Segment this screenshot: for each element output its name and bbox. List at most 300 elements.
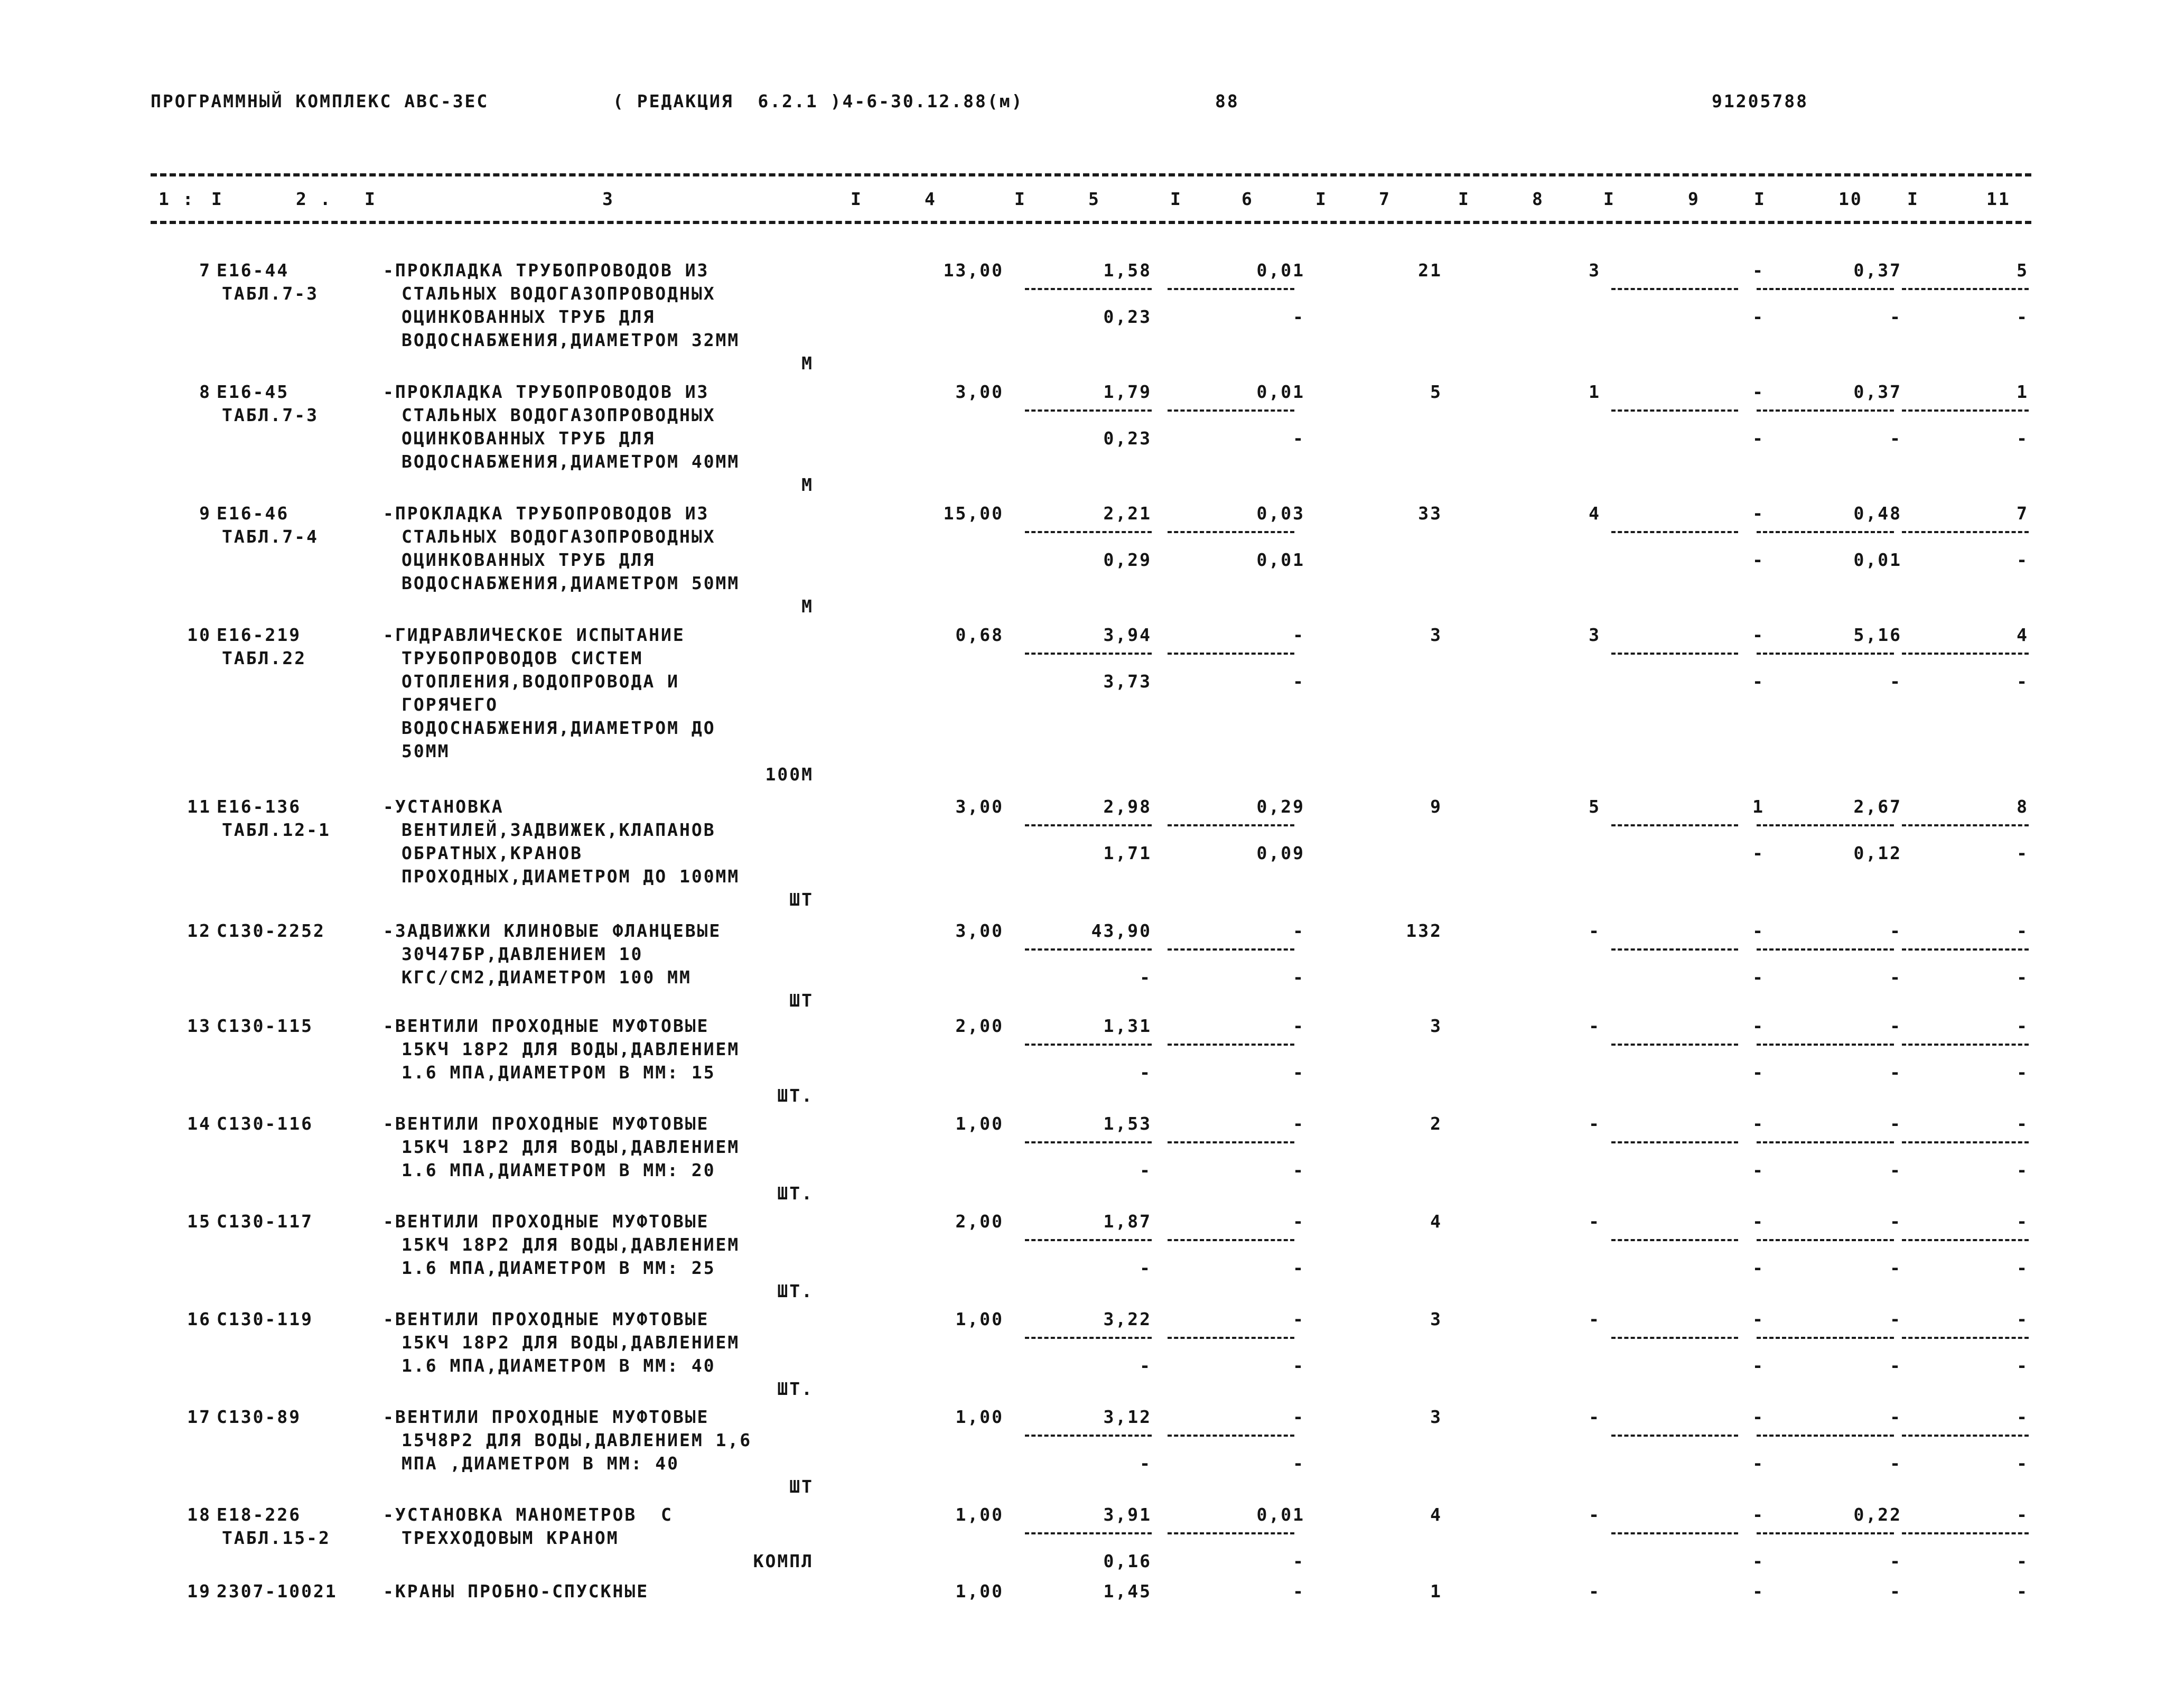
row-description-line: ВОДОСНАБЖЕНИЯ,ДИАМЕТРОМ 40ММ [402, 451, 740, 472]
col10-sub-value: - [1890, 1258, 1902, 1278]
col11-sub-value: - [2017, 843, 2029, 863]
row-code: С130-117 [217, 1211, 313, 1232]
col10-sub-value: - [1890, 1551, 1902, 1571]
unit-cost-labor-value: - [1140, 1453, 1152, 1474]
machine-cost-value: - [1293, 1211, 1305, 1232]
machine-cost-value: 0,03 [1256, 503, 1305, 524]
row-number: 13 [187, 1016, 211, 1036]
cell-divider [1902, 1532, 2029, 1534]
col11-value: - [2017, 1016, 2029, 1036]
row-description-line: -ВЕНТИЛИ ПРОХОДНЫЕ МУФТОВЫЕ [383, 1407, 710, 1427]
wage-value: 3 [1589, 260, 1601, 281]
col11-value: 4 [2017, 625, 2029, 645]
machine-cost-labor-value: - [1293, 967, 1305, 988]
col11-sub-value: - [2017, 1453, 2029, 1474]
unit-cost-labor-value: 0,16 [1103, 1551, 1152, 1571]
row-number: 19 [187, 1581, 211, 1602]
col9-value: - [1752, 1581, 1765, 1602]
col11-value: 5 [2017, 260, 2029, 281]
row-number: 10 [187, 625, 211, 645]
col10-value: 0,37 [1853, 381, 1902, 402]
row-number: 17 [187, 1407, 211, 1427]
cell-divider [1611, 824, 1738, 826]
row-description-line: -ПРОКЛАДКА ТРУБОПРОВОДОВ ИЗ [383, 260, 710, 281]
machine-cost-value: - [1293, 1113, 1305, 1134]
row-description-line: -ПРОКЛАДКА ТРУБОПРОВОДОВ ИЗ [383, 381, 710, 402]
cell-divider [1902, 1337, 2029, 1339]
row-description-line: -ЗАДВИЖКИ КЛИНОВЫЕ ФЛАНЦЕВЫЕ [383, 920, 722, 941]
header-bottom-rule [151, 221, 2031, 224]
col10-value: - [1890, 1113, 1902, 1134]
row-description-line: ВОДОСНАБЖЕНИЯ,ДИАМЕТРОМ 32ММ [402, 330, 740, 350]
cell-divider [1757, 288, 1894, 290]
qty-value: 15,00 [943, 503, 1004, 524]
cell-divider [1902, 1141, 2029, 1143]
total-value: 3 [1430, 625, 1442, 645]
row-code: Е16-46 [217, 503, 290, 524]
unit-cost-labor-value: 0,29 [1103, 550, 1152, 570]
machine-cost-labor-value: - [1293, 1355, 1305, 1376]
col9-sub-value: - [1752, 967, 1765, 988]
row-description-line: ВОДОСНАБЖЕНИЯ,ДИАМЕТРОМ ДО [402, 718, 716, 738]
unit-cost-labor-value: 0,23 [1103, 306, 1152, 327]
col10-sub-value: - [1890, 1062, 1902, 1083]
col9-value: - [1752, 1504, 1765, 1525]
col10-sub-value: 0,01 [1853, 550, 1902, 570]
col10-sub-value: - [1890, 967, 1902, 988]
row-description-line: ВЕНТИЛЕЙ,ЗАДВИЖЕК,КЛАПАНОВ [402, 820, 716, 840]
row-unit: ШТ [789, 889, 814, 910]
machine-cost-value: 0,29 [1256, 796, 1305, 817]
row-unit: 100М [765, 764, 814, 785]
row-unit: ШТ [789, 990, 814, 1011]
unit-cost-value: 1,79 [1103, 381, 1152, 402]
row-description-line: ПРОХОДНЫХ,ДИАМЕТРОМ ДО 100ММ [402, 866, 740, 887]
row-description-line: 1.6 МПА,ДИАМЕТРОМ В ММ: 40 [402, 1355, 716, 1376]
unit-cost-value: 1,58 [1103, 260, 1152, 281]
row-description-line: 15КЧ 18Р2 ДЛЯ ВОДЫ,ДАВЛЕНИЕМ [402, 1039, 740, 1059]
unit-cost-value: 3,12 [1103, 1407, 1152, 1427]
total-value: 1 [1430, 1581, 1442, 1602]
cell-divider [1611, 1141, 1738, 1143]
column-header-2: 2 . [296, 189, 332, 209]
machine-cost-value: - [1293, 1407, 1305, 1427]
cell-divider [1902, 409, 2029, 412]
col10-value: - [1890, 1581, 1902, 1602]
cell-divider [1168, 948, 1294, 951]
row-description-line: СТАЛЬНЫХ ВОДОГАЗОПРОВОДНЫХ [402, 526, 716, 547]
cell-divider [1025, 824, 1152, 826]
row-description-line: ТРЕХХОДОВЫМ КРАНОМ [402, 1528, 619, 1548]
column-separator: I [1907, 189, 1919, 209]
total-value: 4 [1430, 1211, 1442, 1232]
col10-sub-value: - [1890, 1355, 1902, 1376]
machine-cost-labor-value: - [1293, 1258, 1305, 1278]
row-description-line: -ВЕНТИЛИ ПРОХОДНЫЕ МУФТОВЫЕ [383, 1309, 710, 1329]
col9-sub-value: - [1752, 428, 1765, 449]
col11-value: 7 [2017, 503, 2029, 524]
unit-cost-value: 43,90 [1091, 920, 1152, 941]
col10-sub-value: - [1890, 428, 1902, 449]
program-title: ПРОГРАММНЫЙ КОМПЛЕКС АВС-3ЕС [151, 91, 489, 111]
cell-divider [1757, 531, 1894, 533]
cell-divider [1025, 1337, 1152, 1339]
row-code: ТАБЛ.15-2 [222, 1528, 331, 1548]
cell-divider [1902, 653, 2029, 655]
qty-value: 1,00 [955, 1407, 1004, 1427]
col9-value: - [1752, 1407, 1765, 1427]
cell-divider [1025, 409, 1152, 412]
cell-divider [1757, 1337, 1894, 1339]
machine-cost-value: 0,01 [1256, 1504, 1305, 1525]
cell-divider [1611, 288, 1738, 290]
cell-divider [1611, 1239, 1738, 1241]
cell-divider [1168, 824, 1294, 826]
edition-note: ( РЕДАКЦИЯ 6.2.1 )4-6-30.12.88(м) [613, 91, 1024, 111]
column-separator: I [365, 189, 377, 209]
cell-divider [1168, 1141, 1294, 1143]
col10-value: - [1890, 920, 1902, 941]
unit-cost-labor-value: - [1140, 1062, 1152, 1083]
column-header-9: 9 [1688, 189, 1700, 209]
qty-value: 2,00 [955, 1016, 1004, 1036]
row-unit: ШТ. [777, 1281, 814, 1301]
qty-value: 2,00 [955, 1211, 1004, 1232]
col11-value: - [2017, 1407, 2029, 1427]
machine-cost-value: - [1293, 1581, 1305, 1602]
wage-value: - [1589, 1407, 1601, 1427]
cell-divider [1611, 653, 1738, 655]
cell-divider [1025, 1532, 1152, 1534]
row-description-line: 1.6 МПА,ДИАМЕТРОМ В ММ: 20 [402, 1160, 716, 1180]
col10-value: 0,37 [1853, 260, 1902, 281]
cell-divider [1757, 1044, 1894, 1046]
column-separator: I [851, 189, 863, 209]
row-code: Е16-44 [217, 260, 290, 281]
qty-value: 3,00 [955, 381, 1004, 402]
qty-value: 1,00 [955, 1504, 1004, 1525]
cell-divider [1025, 531, 1152, 533]
wage-value: 3 [1589, 625, 1601, 645]
row-code: Е16-136 [217, 796, 302, 817]
column-separator: I [211, 189, 223, 209]
row-description-line: -ВЕНТИЛИ ПРОХОДНЫЕ МУФТОВЫЕ [383, 1211, 710, 1232]
row-unit: ШТ. [777, 1085, 814, 1106]
cell-divider [1168, 1044, 1294, 1046]
col10-value: - [1890, 1407, 1902, 1427]
row-description-line: ОЦИНКОВАННЫХ ТРУБ ДЛЯ [402, 550, 656, 570]
row-description-line: -ПРОКЛАДКА ТРУБОПРОВОДОВ ИЗ [383, 503, 710, 524]
column-header-5: 5 [1088, 189, 1100, 209]
unit-cost-value: 3,91 [1103, 1504, 1152, 1525]
col11-value: 8 [2017, 796, 2029, 817]
row-description-line: 50ММ [402, 741, 450, 761]
col10-sub-value: 0,12 [1853, 843, 1902, 863]
row-code: С130-2252 [217, 920, 325, 941]
total-value: 5 [1430, 381, 1442, 402]
cell-divider [1025, 948, 1152, 951]
row-description-line: КГС/СМ2,ДИАМЕТРОМ 100 ММ [402, 967, 692, 988]
row-description-line: -ВЕНТИЛИ ПРОХОДНЫЕ МУФТОВЫЕ [383, 1113, 710, 1134]
col9-value: - [1752, 1016, 1765, 1036]
col10-value: - [1890, 1309, 1902, 1329]
cell-divider [1025, 1435, 1152, 1437]
cell-divider [1025, 1044, 1152, 1046]
row-code: ТАБЛ.12-1 [222, 820, 331, 840]
machine-cost-labor-value: - [1293, 428, 1305, 449]
col10-value: 0,22 [1853, 1504, 1902, 1525]
wage-value: - [1589, 1504, 1601, 1525]
cell-divider [1902, 1435, 2029, 1437]
col10-value: - [1890, 1211, 1902, 1232]
row-description-line: -КРАНЫ ПРОБНО-СПУСКНЫЕ [383, 1581, 649, 1602]
unit-cost-labor-value: - [1140, 1355, 1152, 1376]
row-number: 18 [187, 1504, 211, 1525]
qty-value: 1,00 [955, 1113, 1004, 1134]
row-description-line: 15КЧ 18Р2 ДЛЯ ВОДЫ,ДАВЛЕНИЕМ [402, 1234, 740, 1255]
cell-divider [1757, 824, 1894, 826]
qty-value: 1,00 [955, 1581, 1004, 1602]
col9-sub-value: - [1752, 1453, 1765, 1474]
column-header-4: 4 [925, 189, 937, 209]
column-header-1: 1 : [158, 189, 195, 209]
cell-divider [1611, 531, 1738, 533]
column-header-6: 6 [1242, 189, 1254, 209]
machine-cost-value: - [1293, 920, 1305, 941]
machine-cost-labor-value: - [1293, 1062, 1305, 1083]
wage-value: - [1589, 920, 1601, 941]
column-separator: I [1754, 189, 1766, 209]
row-description-line: 15КЧ 18Р2 ДЛЯ ВОДЫ,ДАВЛЕНИЕМ [402, 1137, 740, 1157]
cell-divider [1168, 531, 1294, 533]
row-code: ТАБЛ.7-4 [222, 526, 319, 547]
col9-value: - [1752, 625, 1765, 645]
col9-value: - [1752, 381, 1765, 402]
cell-divider [1025, 288, 1152, 290]
row-description-line: СТАЛЬНЫХ ВОДОГАЗОПРОВОДНЫХ [402, 283, 716, 304]
row-description-line: -ГИДРАВЛИЧЕСКОЕ ИСПЫТАНИЕ [383, 625, 685, 645]
col10-value: 0,48 [1853, 503, 1902, 524]
column-separator: I [1014, 189, 1026, 209]
cell-divider [1611, 409, 1738, 412]
row-number: 15 [187, 1211, 211, 1232]
col11-value: - [2017, 1113, 2029, 1134]
col9-value: - [1752, 1113, 1765, 1134]
machine-cost-labor-value: 0,09 [1256, 843, 1305, 863]
row-code: ТАБЛ.7-3 [222, 283, 319, 304]
col9-value: - [1752, 1309, 1765, 1329]
row-description-line: ОТОПЛЕНИЯ,ВОДОПРОВОДА И [402, 671, 679, 692]
row-description-line: 1.6 МПА,ДИАМЕТРОМ В ММ: 25 [402, 1258, 716, 1278]
col11-value: 1 [2017, 381, 2029, 402]
row-number: 9 [199, 503, 211, 524]
cell-divider [1757, 1239, 1894, 1241]
qty-value: 3,00 [955, 796, 1004, 817]
cell-divider [1611, 1337, 1738, 1339]
cell-divider [1025, 1141, 1152, 1143]
col9-value: - [1752, 1211, 1765, 1232]
machine-cost-labor-value: 0,01 [1256, 550, 1305, 570]
cell-divider [1902, 1239, 2029, 1241]
col11-sub-value: - [2017, 967, 2029, 988]
machine-cost-labor-value: - [1293, 1551, 1305, 1571]
col9-value: - [1752, 920, 1765, 941]
col11-sub-value: - [2017, 428, 2029, 449]
cell-divider [1757, 1435, 1894, 1437]
row-unit: ШТ. [777, 1183, 814, 1204]
row-number: 8 [199, 381, 211, 402]
cell-divider [1168, 653, 1294, 655]
cell-divider [1168, 1337, 1294, 1339]
row-description-line: ОЦИНКОВАННЫХ ТРУБ ДЛЯ [402, 428, 656, 449]
unit-cost-value: 1,45 [1103, 1581, 1152, 1602]
cell-divider [1168, 1239, 1294, 1241]
unit-cost-labor-value: - [1140, 1160, 1152, 1180]
row-code: С130-115 [217, 1016, 313, 1036]
cell-divider [1611, 1532, 1738, 1534]
col11-sub-value: - [2017, 306, 2029, 327]
cell-divider [1757, 409, 1894, 412]
page-number: 88 [1215, 91, 1239, 111]
machine-cost-value: - [1293, 625, 1305, 645]
col10-sub-value: - [1890, 1160, 1902, 1180]
col11-value: - [2017, 1309, 2029, 1329]
col9-value: - [1752, 260, 1765, 281]
row-number: 7 [199, 260, 211, 281]
col10-sub-value: - [1890, 1453, 1902, 1474]
row-description-line: 1.6 МПА,ДИАМЕТРОМ В ММ: 15 [402, 1062, 716, 1083]
col10-value: - [1890, 1016, 1902, 1036]
row-description-line: ГОРЯЧЕГО [402, 694, 498, 715]
row-code: ТАБЛ.22 [222, 648, 307, 668]
row-description-line: 15КЧ 18Р2 ДЛЯ ВОДЫ,ДАВЛЕНИЕМ [402, 1332, 740, 1353]
cell-divider [1757, 1532, 1894, 1534]
unit-cost-value: 3,22 [1103, 1309, 1152, 1329]
cell-divider [1757, 1141, 1894, 1143]
cell-divider [1168, 1435, 1294, 1437]
cell-divider [1902, 288, 2029, 290]
total-value: 33 [1418, 503, 1442, 524]
total-value: 9 [1430, 796, 1442, 817]
total-value: 3 [1430, 1016, 1442, 1036]
col9-sub-value: - [1752, 1160, 1765, 1180]
unit-cost-value: 1,31 [1103, 1016, 1152, 1036]
col9-value: - [1752, 503, 1765, 524]
row-code: С130-116 [217, 1113, 313, 1134]
total-value: 2 [1430, 1113, 1442, 1134]
unit-cost-labor-value: - [1140, 1258, 1152, 1278]
row-description-line: ТРУБОПРОВОДОВ СИСТЕМ [402, 648, 643, 668]
col11-value: - [2017, 1504, 2029, 1525]
row-description-line: -УСТАНОВКА МАНОМЕТРОВ С [383, 1504, 673, 1525]
qty-value: 0,68 [955, 625, 1004, 645]
row-number: 14 [187, 1113, 211, 1134]
column-header-8: 8 [1532, 189, 1544, 209]
column-header-3: 3 [602, 189, 614, 209]
unit-cost-labor-value: 1,71 [1103, 843, 1152, 863]
qty-value: 3,00 [955, 920, 1004, 941]
row-number: 11 [187, 796, 211, 817]
col11-sub-value: - [2017, 1258, 2029, 1278]
row-unit: М [801, 474, 814, 495]
row-number: 16 [187, 1309, 211, 1329]
total-value: 3 [1430, 1309, 1442, 1329]
total-value: 21 [1418, 260, 1442, 281]
row-unit: ШТ. [777, 1379, 814, 1399]
col10-sub-value: - [1890, 306, 1902, 327]
column-header-10: 10 [1838, 189, 1863, 209]
col11-sub-value: - [2017, 1160, 2029, 1180]
cell-divider [1611, 1044, 1738, 1046]
row-unit: КОМПЛ [753, 1551, 814, 1571]
row-unit: М [801, 353, 814, 374]
col11-value: - [2017, 920, 2029, 941]
wage-value: - [1589, 1211, 1601, 1232]
machine-cost-labor-value: - [1293, 306, 1305, 327]
total-value: 3 [1430, 1407, 1442, 1427]
header-top-rule [151, 173, 2031, 176]
row-code: ТАБЛ.7-3 [222, 405, 319, 425]
column-header-7: 7 [1379, 189, 1391, 209]
col10-value: 5,16 [1853, 625, 1902, 645]
cell-divider [1902, 824, 2029, 826]
cell-divider [1025, 653, 1152, 655]
total-value: 132 [1406, 920, 1442, 941]
unit-cost-labor-value: 0,23 [1103, 428, 1152, 449]
machine-cost-labor-value: - [1293, 671, 1305, 692]
col11-sub-value: - [2017, 671, 2029, 692]
cell-divider [1757, 653, 1894, 655]
col9-sub-value: - [1752, 1062, 1765, 1083]
col11-value: - [2017, 1581, 2029, 1602]
cell-divider [1757, 948, 1894, 951]
cell-divider [1168, 409, 1294, 412]
row-code: Е18-226 [217, 1504, 302, 1525]
col9-value: 1 [1752, 796, 1765, 817]
machine-cost-value: 0,01 [1256, 260, 1305, 281]
unit-cost-value: 1,87 [1103, 1211, 1152, 1232]
row-code: Е16-45 [217, 381, 290, 402]
wage-value: - [1589, 1016, 1601, 1036]
wage-value: - [1589, 1309, 1601, 1329]
column-header-11: 11 [1986, 189, 2011, 209]
cell-divider [1025, 1239, 1152, 1241]
row-code: Е16-219 [217, 625, 302, 645]
cell-divider [1611, 1435, 1738, 1437]
column-separator: I [1315, 189, 1328, 209]
row-description-line: 30Ч47БР,ДАВЛЕНИЕМ 10 [402, 944, 643, 964]
row-description-line: СТАЛЬНЫХ ВОДОГАЗОПРОВОДНЫХ [402, 405, 716, 425]
qty-value: 13,00 [943, 260, 1004, 281]
col9-sub-value: - [1752, 550, 1765, 570]
col9-sub-value: - [1752, 843, 1765, 863]
cell-divider [1168, 288, 1294, 290]
col11-value: - [2017, 1211, 2029, 1232]
col9-sub-value: - [1752, 1551, 1765, 1571]
cell-divider [1611, 948, 1738, 951]
col11-sub-value: - [2017, 1062, 2029, 1083]
cell-divider [1902, 948, 2029, 951]
unit-cost-value: 3,94 [1103, 625, 1152, 645]
qty-value: 1,00 [955, 1309, 1004, 1329]
row-description-line: МПА ,ДИАМЕТРОМ В ММ: 40 [402, 1453, 679, 1474]
cell-divider [1168, 1532, 1294, 1534]
row-description-line: 15Ч8Р2 ДЛЯ ВОДЫ,ДАВЛЕНИЕМ 1,6 [402, 1430, 752, 1450]
wage-value: 1 [1589, 381, 1601, 402]
unit-cost-value: 1,53 [1103, 1113, 1152, 1134]
row-code: С130-119 [217, 1309, 313, 1329]
wage-value: 4 [1589, 503, 1601, 524]
